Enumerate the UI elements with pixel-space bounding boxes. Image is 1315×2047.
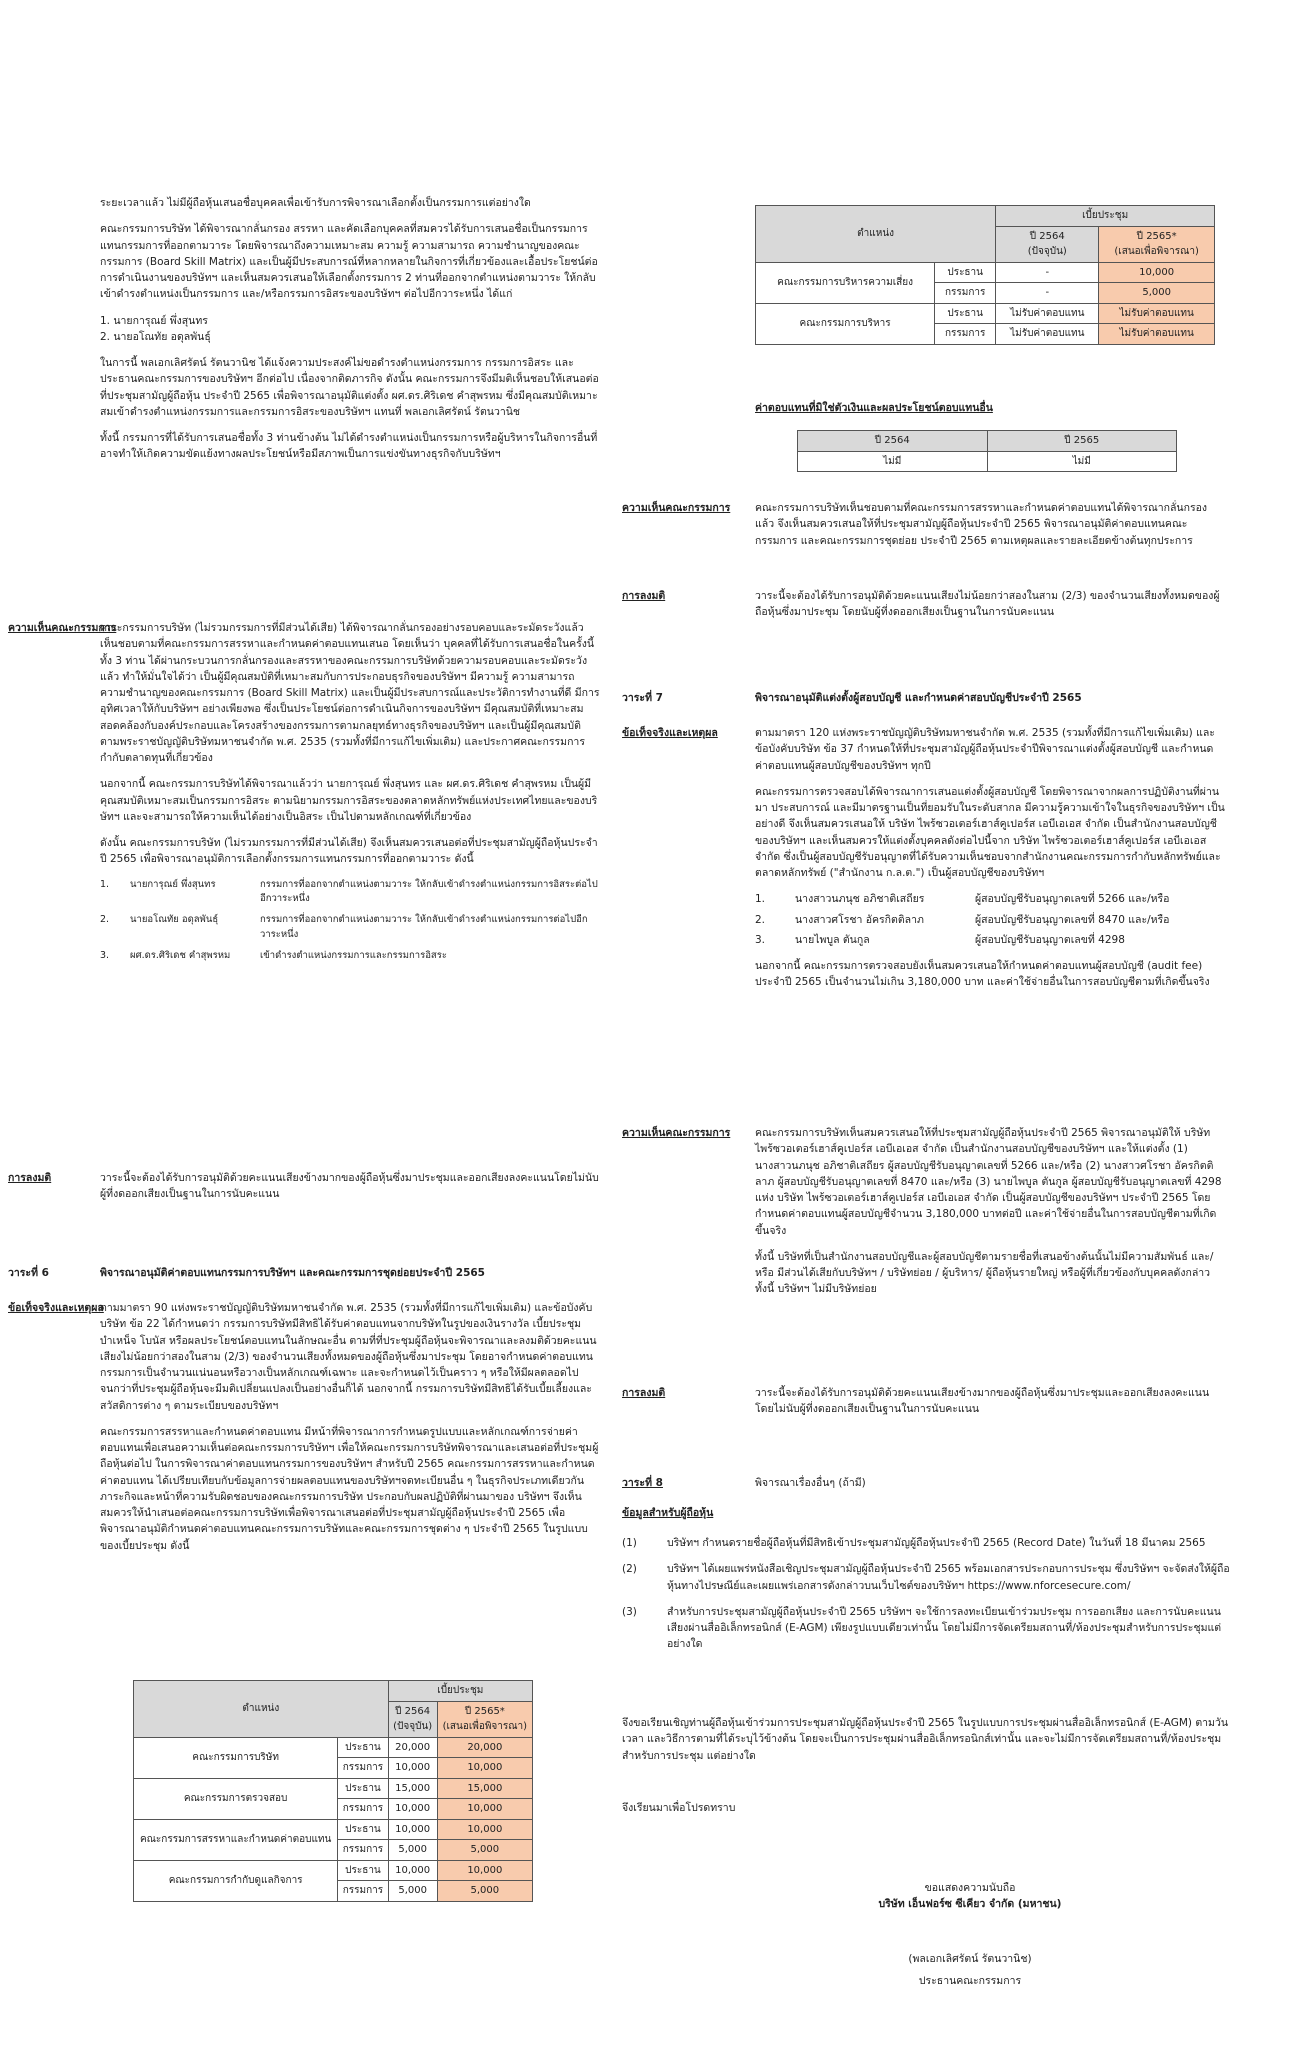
header-2565 (437, 1701, 532, 1737)
non-monetary-title: ค่าตอบแทนที่มิใช่ตัวเงินและผลประโยชน์ตอบแทนอื่น (755, 402, 993, 414)
role: ประธาน (338, 1737, 388, 1758)
vote6-label: การลงมติ (622, 590, 666, 602)
shareholder-info-list (622, 1535, 1232, 1663)
appointment-name: นายอโณทัย อดุลพันธุ์ (130, 914, 219, 926)
header-position: ตำแหน่ง (134, 1681, 389, 1738)
left-opinion-block (100, 620, 600, 969)
appointment-list (100, 878, 600, 964)
facts6-paragraph: ตามมาตรา 90 แห่งพระราชบัญญัติบริษัทมหาชนจำกัด พ.ศ. 2535 (รวมทั้งที่มีการแก้ไขเพิ่มเติม) และข้อบังคับบริษัท ข้อ 22 ได้กำหนดว่า กรรมการบริษัทมีสิทธิได้รับค่าตอบแทนจากบริษัทในรูปของเงินรางวัล เบี้ยประชุม บำเหน็จ โบนัส หรือผลประโยชน์ตอบแทนในลักษณะอื่น ตามที่ที่ประชุมผู้ถือหุ้นจะพิจารณาและลงมติด้วยคะแนนเสียงไม่น้อยกว่าสองในสาม (2/3) ของจำนวนเสียงทั้งหมดของผู้ถือหุ้นซึ่งมาประชุม โดยอาจกำหนดค่าตอบแทนกรรมการเป็นจำนวนแน่นอนหรือวางเป็นหลักเกณฑ์เฉพาะ และจะกำหนดไว้เป็นคราว ๆ หรือให้มีผลตลอดไปจนกว่าที่ประชุมผู้ถือหุ้นจะมีมติเปลี่ยนแปลงเป็นอย่างอื่นก็ได้ นอกจากนี้ กรรมการบริษัทมีสิทธิได้รับเบี้ยเลี้ยงและสวัสดิการต่าง ๆ ตามระเบียบของบริษัทฯ (100, 1302, 597, 1412)
sig-company: บริษัท เอ็นฟอร์ซ ซีเคียว จำกัด (มหาชน) (878, 1898, 1062, 1911)
auditor-license: ผู้สอบบัญชีรับอนุญาตเลขที่ 8470 และ/หรือ (975, 913, 1170, 926)
role: กรรมการ (935, 283, 996, 304)
fee-2564: 10,000 (388, 1799, 437, 1820)
intro-paragraph: ระยะเวลาแล้ว ไม่มีผู้ถือหุ้นเสนอชื่อบุคคลเพื่อเข้ารับการพิจารณาเลือกตั้งเป็นกรรมการแต่อย่างใด (100, 197, 531, 209)
fee-2565: 10,000 (437, 1860, 532, 1881)
audit-fee-paragraph: นอกจากนี้ คณะกรรมการตรวจสอบยังเห็นสมควรเสนอให้กำหนดค่าตอบแทนผู้สอบบัญชี (audit fee) ประจำปี 2565 เป็นจำนวนไม่เกิน 3,180,000 บาท และค่าใช้จ่ายอื่นในการสอบบัญชีตามที่เกิดขึ้นจริง (755, 960, 1210, 989)
facts7-label: ข้อเท็จจริงและเหตุผล (622, 727, 718, 739)
table-row (756, 262, 1215, 283)
opinion7-label: ความเห็นคณะกรรมการ (622, 1127, 731, 1139)
role: ประธาน (338, 1778, 388, 1799)
auditor-item (755, 912, 1225, 928)
fee-2564: 10,000 (388, 1819, 437, 1840)
fee-2564: ไม่รับค่าตอบแทน (996, 303, 1099, 324)
h2564b: (ปัจจุบัน) (1027, 246, 1067, 257)
value-2564: ไม่มี (798, 451, 988, 472)
fee-2564: 10,000 (388, 1860, 437, 1881)
committee-name: คณะกรรมการบริษัท (134, 1737, 338, 1778)
opinion6-paragraph: คณะกรรมการบริษัทเห็นชอบตามที่คณะกรรมการสรรหาและกำหนดค่าตอบแทนได้พิจารณากลั่นกรองแล้ว จึงเห็นสมควรเสนอให้ที่ประชุมสามัญผู้ถือหุ้นประจำปี 2565 พิจารณาอนุมัติค่าตอบแทนคณะกรรมการ และคณะกรรมการชุดย่อย ประจำปี 2565 ตามเหตุผลและรายละเอียดข้างต้นทุกประการ (755, 502, 1208, 547)
nominee-item: 2. นายอโณทัย อดุลพันธุ์ (100, 330, 211, 343)
opinion-paragraph: คณะกรรมการบริษัท (ไม่รวมกรรมการที่มีส่วนได้เสีย) ได้พิจารณากลั่นกรองอย่างรอบคอบและระมัดระวังแล้ว เห็นชอบตามที่คณะกรรมการสรรหาและกำหนดค่าตอบแทนเสนอ โดยเห็นว่า บุคคลที่ได้รับการเสนอชื่อในครั้งนี้ทั้ง 3 ท่าน ได้ผ่านกระบวนการกลั่นกรองและสรรหาของคณะกรรมการบริษัทด้วยความรอบคอบและระมัดระวังแล้ว ทำให้มั่นใจได้ว่า เป็นผู้มีคุณสมบัติที่เหมาะสมกับการประกอบธุรกิจของบริษัทฯ มีความรู้ ความสามารถ ความชำนาญของคณะกรรมการ (Board Skill Matrix) และเป็นผู้มีประสบการณ์และประวัติการทำงานที่ดี มีการอุทิศเวลาให้กับบริษัทฯ อย่างเพียงพอ ซึ่งเป็นประโยชน์ต่อการดำเนินกิจการของบริษัทฯ มีคุณสมบัติที่เหมาะสมสอดคล้องกับองค์ประกอบและโครงสร้างของกรรมการตามกลยุทธ์ทางธุรกิจของบริษัทฯ และเป็นผู้มีคุณสมบัติตามพระราชบัญญัติบริษัทมหาชนจำกัด พ.ศ. 2535 (รวมทั้งที่มีการแก้ไขเพิ่มเติม) และประกาศคณะกรรมการกำกับตลาดทุนที่เกี่ยวข้อง (100, 622, 600, 765)
info-item (622, 1561, 1232, 1594)
board-opinion-label: ความเห็นคณะกรรมการ (8, 622, 117, 634)
appointment-name: นายการุณย์ พึ่งสุนทร (130, 878, 216, 890)
header-2564 (388, 1701, 437, 1737)
fee-2565: 5,000 (437, 1840, 532, 1861)
fee-2565: 5,000 (437, 1881, 532, 1902)
header-2565 (1099, 226, 1215, 262)
auditor-item (755, 891, 1225, 907)
info-text: สำหรับการประชุมสามัญผู้ถือหุ้นประจำปี 2565 บริษัทฯ จะใช้การลงทะเบียนเข้าร่วมประชุม การออกเสียง และการนับคะแนนเสียงผ่านสื่ออิเล็กทรอนิกส์ (E-AGM) เพียงรูปแบบเดียวเท่านั้น โดยไม่มีการจัดเตรียมสถานที่/ห้องประชุมสำหรับการประชุมแต่อย่างใด (667, 1605, 1222, 1651)
agenda8-label: วาระที่ 8 (622, 1477, 663, 1489)
fee-2564: 20,000 (388, 1737, 437, 1758)
info-item (622, 1604, 1232, 1653)
appointment-item (100, 878, 600, 907)
committee-name: คณะกรรมการกำกับดูแลกิจการ (134, 1860, 338, 1901)
left-column (100, 195, 600, 473)
retire-paragraph: ในการนี้ พลเอกเลิศรัตน์ รัตนวานิช ได้แจ้งความประสงค์ไม่ขอดำรงตำแหน่งกรรมการ กรรมการอิสระ และประธานคณะกรรมการของบริษัทฯ อีกต่อไป เนื่องจากติดภารกิจ ดังนั้น คณะกรรมการจึงมีมติเห็นชอบให้เสนอต่อที่ประชุมสามัญผู้ถือหุ้น ประจำปี 2565 เพื่อพิจารณาอนุมัติแต่งตั้ง ผศ.ดร.ศิริเดช คำสุพรหม ซึ่งมีคุณสมบัติเหมาะสมเข้าดำรงตำแหน่งกรรมการและกรรมการอิสระของบริษัทฯ แทนที่ พลเอกเลิศรัตน์ รัตนวานิช (100, 357, 599, 418)
independence7-paragraph: ทั้งนี้ บริษัทที่เป็นสำนักงานสอบบัญชีและผู้สอบบัญชีตามรายชื่อที่เสนอข้างต้นนั้นไม่มีความสัมพันธ์ และ/หรือ มีส่วนได้เสียกับบริษัทฯ / บริษัทย่อย / ผู้บริหาร/ ผู้ถือหุ้นรายใหญ่ หรือผู้ที่เกี่ยวข้องกับบุคคลดังกล่าว ทั้งนี้ บริษัทฯ ไม่มีบริษัทย่อย (755, 1250, 1214, 1296)
facts-label: ข้อเท็จจริงและเหตุผล (8, 1302, 104, 1314)
independent-paragraph: นอกจากนี้ คณะกรรมการบริษัทได้พิจารณาแล้วว่า นายการุณย์ พึ่งสุนทร และ ผศ.ดร.ศิริเดช คำสุพรหม เป็นผู้มีคุณสมบัติเหมาะสมเป็นกรรมการอิสระ ตามนิยามกรรมการอิสระของตลาดหลักทรัพย์แห่งประเทศไทยและของบริษัทฯ และจะสามารถให้ความเห็นได้อย่างเป็นอิสระ เป็นไปตามหลักเกณฑ์ที่เกี่ยวข้อง (100, 778, 598, 823)
opinion6-label: ความเห็นคณะกรรมการ (622, 502, 731, 514)
table-row (756, 303, 1215, 324)
header-fee: เบี้ยประชุม (388, 1681, 532, 1702)
fee-table-2 (755, 205, 1215, 345)
role: กรรมการ (338, 1799, 388, 1820)
info-text: บริษัทฯ กำหนดรายชื่อผู้ถือหุ้นที่มีสิทธิเข้าประชุมสามัญผู้ถือหุ้นประจำปี 2565 (Record Date) ในวันที่ 18 มีนาคม 2565 (667, 1537, 1206, 1549)
h2564: ปี 2564 (395, 1705, 431, 1717)
info-text: บริษัทฯ ได้เผยแพร่หนังสือเชิญประชุมสามัญผู้ถือหุ้นประจำปี 2565 พร้อมเอกสารประกอบการประชุม ซึ่งบริษัทฯ จะจัดส่งให้ผู้ถือหุ้นทางไปรษณีย์และเผยแพร่เอกสารดังกล่าวบนเว็บไซต์ของบริษัทฯ https://www.nforcesecure.com/ (667, 1563, 1230, 1592)
sig-regards: ขอแสดงความนับถือ (924, 1882, 1016, 1894)
h2564b: (ปัจจุบัน) (393, 1721, 433, 1732)
auditor-number: 2. (755, 913, 766, 926)
header-position: ตำแหน่ง (756, 206, 996, 263)
table-row (134, 1778, 533, 1799)
facts6b-paragraph: คณะกรรมการสรรหาและกำหนดค่าตอบแทน มีหน้าที่พิจารณาการกำหนดรูปแบบและหลักเกณฑ์การจ่ายค่าตอบแทนเพื่อเสนอความเห็นต่อคณะกรรมการบริษัทฯ เพื่อให้คณะกรรมการบริษัทพิจารณาและเสนอต่อที่ประชุมผู้ถือหุ้นต่อไป ในการพิจารณาค่าตอบแทนกรรมการของบริษัทฯ สำหรับปี 2565 คณะกรรมการสรรหาและกำหนดค่าตอบแทน ได้เปรียบเทียบกับข้อมูลการจ่ายผลตอบแทนของบริษัทฯจดทะเบียนอื่น ๆ ในธุรกิจประเภทเดียวกัน ภาระกิจและหน้าที่ความรับผิดชอบของคณะกรรมการบริษัท ประกอบกับผลปฏิบัติที่ผ่านมาของ บริษัทฯ จึงเห็นสมควรให้นำเสนอต่อคณะกรรมการบริษัทเพื่อพิจารณาเสนอต่อที่ประชุมสามัญผู้ถือหุ้นประจำปี 2565 เพื่อพิจารณาอนุมัติกำหนดค่าตอบแทนคณะกรรมการบริษัทและคณะกรรมการชุดต่าง ๆ ประจำปี 2565 ในรูปแบบของเบี้ยประชุม ดังนี้ (100, 1425, 599, 1552)
fee-2565: 10,000 (1099, 262, 1215, 283)
appointment-desc: เข้าดำรงตำแหน่งกรรมการและกรรมการอิสระ (260, 949, 447, 961)
auditor-number: 3. (755, 933, 766, 946)
agenda7-label: วาระที่ 7 (622, 692, 663, 704)
role: ประธาน (935, 262, 996, 283)
fee-2564: - (996, 283, 1099, 304)
appointment-item (100, 949, 600, 964)
fee-2565: 10,000 (437, 1799, 532, 1820)
info-number: (3) (622, 1605, 637, 1618)
fee-2565: 5,000 (1099, 283, 1215, 304)
no-conflict-paragraph: ทั้งนี้ กรรมการที่ได้รับการเสนอชื่อทั้ง 3 ท่านข้างต้น ไม่ได้ดำรงตำแหน่งเป็นกรรมการหรือผู้บริหารในกิจการอื่นที่อาจทำให้เกิดความขัดแย้งทางผลประโยชน์หรือมีสภาพเป็นการแข่งขันทางธุรกิจกับบริษัทฯ (100, 432, 598, 461)
auditor-list (755, 891, 1225, 948)
auditor-license: ผู้สอบบัญชีรับอนุญาตเลขที่ 4298 (975, 933, 1125, 946)
fee-2564: 5,000 (388, 1881, 437, 1902)
committee-name: คณะกรรมการสรรหาและกำหนดค่าตอบแทน (134, 1819, 338, 1860)
fee-2564: 5,000 (388, 1840, 437, 1861)
vote-label: การลงมติ (8, 1172, 52, 1184)
h2565: ปี 2565* (464, 1705, 505, 1717)
auditor-name: นายไพบูล ตันกูล (795, 933, 870, 946)
header-2565: ปี 2565 (987, 431, 1177, 452)
appointment-name: ผศ.ดร.ศิริเดช คำสุพรหม (130, 949, 231, 961)
fee-2565: 20,000 (437, 1737, 532, 1758)
fee-2565: ไม่รับค่าตอบแทน (1099, 324, 1215, 345)
auditor-name: นางสาวศโรชา อัครกิตติลาภ (795, 913, 924, 926)
role: กรรมการ (338, 1840, 388, 1861)
agenda7-facts (755, 725, 1225, 1001)
vote7-label: การลงมติ (622, 1387, 666, 1399)
info-item (622, 1535, 1232, 1551)
committee-name: คณะกรรมการบริหาร (756, 303, 935, 344)
appointment-number: 1. (100, 878, 110, 890)
facts7b-paragraph: คณะกรรมการตรวจสอบได้พิจารณาการเสนอแต่งตั้งผู้สอบบัญชี โดยพิจารณาจากผลการปฏิบัติงานที่ผ่านมา ประสบการณ์ และมีมาตรฐานเป็นที่ยอมรับในระดับสากล มีความรู้ความเข้าใจในธุรกิจของบริษัทฯ เป็นอย่างดี จึงเห็นสมควรเสนอให้ บริษัท ไพร้ซวอเตอร์เฮาส์คูเปอร์ส เอบีเอเอส จำกัด เป็นสำนักงานสอบบัญชีของบริษัทฯ และเห็นสมควรให้แต่งตั้งบุคคลดังต่อไปนี้จาก บริษัท ไพร้ซวอเตอร์เฮาส์คูเปอร์ส เอบีเอเอส จำกัด ซึ่งเป็นผู้สอบบัญชีรับอนุญาตที่ได้รับความเห็นชอบจากสำนักงานคณะกรรมการกำกับหลักทรัพย์และตลาดหลักทรัพย์ ("สำนักงาน ก.ล.ต.") เป็นผู้สอบบัญชีของบริษัทฯ (755, 785, 1225, 880)
role: ประธาน (338, 1860, 388, 1881)
board-paragraph: คณะกรรมการบริษัท ได้พิจารณากลั่นกรอง สรรหา และคัดเลือกบุคคลที่สมควรได้รับการเสนอชื่อเป็นกรรมการแทนกรรมการที่ออกตามวาระ โดยพิจารณาถึงความเหมาะสม ความรู้ ความสามารถ ความชำนาญของคณะกรรมการ (Board Skill Matrix) และเป็นผู้มีประสบการณ์ที่หลากหลายในกิจการที่เกี่ยวข้องและเอื้อประโยชน์ต่อการดำเนินงานของบริษัทฯ และเห็นสมควรเสนอให้เลือกตั้งกรรมการ 2 ท่านที่ออกจากตำแหน่งตามวาระ ให้กลับเข้าดำรงตำแหน่งเป็นกรรมการ และ/หรือกรรมการอิสระของบริษัทฯ ต่อไปอีกวาระหนึ่ง ได้แก่ (100, 223, 598, 301)
fee-2564: ไม่รับค่าตอบแทน (996, 324, 1099, 345)
agenda8-title: พิจารณาเรื่องอื่นๆ (ถ้ามี) (755, 1477, 866, 1489)
vote6-paragraph: วาระนี้จะต้องได้รับการอนุมัติด้วยคะแนนเสียงไม่น้อยกว่าสองในสาม (2/3) ของจำนวนเสียงทั้งหมดของผู้ถือหุ้นซึ่งมาประชุม โดยนับผู้ที่งดออกเสียงเป็นฐานในการนับคะแนน (755, 590, 1220, 619)
appointment-number: 2. (100, 914, 110, 926)
info-number: (2) (622, 1563, 637, 1576)
facts7-paragraph: ตามมาตรา 120 แห่งพระราชบัญญัติบริษัทมหาชนจำกัด พ.ศ. 2535 (รวมทั้งที่มีการแก้ไขเพิ่มเติม) และข้อบังคับบริษัท ข้อ 37 กำหนดให้ที่ประชุมสามัญผู้ถือหุ้นประจำปีพิจารณาแต่งตั้งผู้สอบบัญชี และกำหนดค่าตอบแทนผู้สอบบัญชีของบริษัทฯ ทุกปี (755, 727, 1215, 772)
h2565b: (เสนอเพื่อพิจารณา) (1114, 246, 1199, 257)
auditor-item (755, 932, 1225, 948)
opinion7-block (755, 1125, 1225, 1308)
appointment-desc: กรรมการที่ออกจากตำแหน่งตามวาระ ให้กลับเข้าดำรงตำแหน่งกรรมการอิสระต่อไปอีกวาระหนึ่ง (260, 878, 598, 905)
opinion7-paragraph: คณะกรรมการบริษัทเห็นสมควรเสนอให้ที่ประชุมสามัญผู้ถือหุ้นประจำปี 2565 พิจารณาอนุมัติให้ บริษัท ไพร้ซวอเตอร์เฮาส์คูเปอร์ส เอบีเอเอส จำกัด เป็นสำนักงานสอบบัญชีของบริษัทฯ และให้แต่งตั้ง (1) นางสาวนภนุช อภิชาติเสถียร ผู้สอบบัญชีรับอนุญาตเลขที่ 5266 และ/หรือ (2) นางสาวศโรชา อัครกิตติลาภ ผู้สอบบัญชีรับอนุญาตเลขที่ 8470 และ/หรือ (3) นายไพบูล ตันกูล ผู้สอบบัญชีรับอนุญาตเลขที่ 4298 แห่ง บริษัท ไพร้ซวอเตอร์เฮาส์คูเปอร์ส เอบีเอเอส จำกัด เป็นผู้สอบบัญชีของบริษัทฯ ประจำปี 2565 โดยกำหนดค่าตอบแทนผู้สอบบัญชีจำนวน 3,180,000 บาทต่อปี และค่าใช้จ่ายอื่นในการสอบบัญชีตามที่เกิดขึ้นจริง (755, 1127, 1222, 1237)
inform-line: จึงเรียนมาเพื่อโปรดทราบ (622, 1802, 736, 1814)
agenda6-facts (100, 1300, 600, 1564)
non-monetary-table (797, 430, 1177, 472)
header-fee: เบี้ยประชุม (996, 206, 1215, 227)
committee-name: คณะกรรมการบริหารความเสี่ยง (756, 262, 935, 303)
auditor-number: 1. (755, 893, 766, 906)
table-row (134, 1819, 533, 1840)
fee-2564: 10,000 (388, 1758, 437, 1779)
table-row (134, 1860, 533, 1881)
fee-2565: 15,000 (437, 1778, 532, 1799)
h2564: ปี 2564 (1029, 230, 1065, 242)
role: กรรมการ (338, 1881, 388, 1902)
fee-2564: - (996, 262, 1099, 283)
sig-title: ประธานคณะกรรมการ (918, 1974, 1022, 1987)
h2565b: (เสนอเพื่อพิจารณา) (442, 1721, 528, 1732)
nominee-list (100, 313, 600, 346)
auditor-license: ผู้สอบบัญชีรับอนุญาตเลขที่ 5266 และ/หรือ (975, 893, 1170, 906)
committee-name: คณะกรรมการตรวจสอบ (134, 1778, 338, 1819)
header-2564: ปี 2564 (798, 431, 988, 452)
invite-paragraph: จึงขอเรียนเชิญท่านผู้ถือหุ้นเข้าร่วมการประชุมสามัญผู้ถือหุ้นประจำปี 2565 ในรูปแบบการประชุมผ่านสื่ออิเล็กทรอนิกส์ (E-AGM) ตามวัน เวลา และวิธีการตามที่ได้ระบุไว้ข้างต้น โดยจะเป็นการประชุมผ่านสื่ออิเล็กทรอนิกส์เท่านั้น และจะไม่มีการจัดเตรียมสถานที่/ห้องประชุมสำหรับการประชุม แต่อย่างใด (622, 1717, 1229, 1762)
agenda6-label: วาระที่ 6 (8, 1267, 49, 1279)
info-number: (1) (622, 1537, 637, 1549)
role: ประธาน (338, 1819, 388, 1840)
role: กรรมการ (935, 324, 996, 345)
fee-table-1 (133, 1680, 533, 1902)
vote7-paragraph: วาระนี้จะต้องได้รับการอนุมัติด้วยคะแนนเสียงข้างมากของผู้ถือหุ้นซึ่งมาประชุมและออกเสียงลงคะแนน โดยไม่นับผู้ที่งดออกเสียงเป็นฐานในการนับคะแนน (755, 1387, 1210, 1416)
fee-2565: 10,000 (437, 1819, 532, 1840)
agenda6-title: พิจารณาอนุมัติค่าตอบแทนกรรมการบริษัทฯ และคณะกรรมการชุดย่อยประจำปี 2565 (100, 1267, 485, 1279)
value-2565: ไม่มี (987, 451, 1177, 472)
auditor-name: นางสาวนภนุช อภิชาติเสถียร (795, 893, 925, 906)
h2565: ปี 2565* (1136, 230, 1177, 242)
appointment-item (100, 913, 600, 942)
table-row (134, 1737, 533, 1758)
nominee-item: 1. นายการุณย์ พึ่งสุนทร (100, 314, 208, 327)
fee-2565: 10,000 (437, 1758, 532, 1779)
appointment-desc: กรรมการที่ออกจากตำแหน่งตามวาระ ให้กลับเข้าดำรงตำแหน่งกรรมการต่อไปอีกวาระหนึ่ง (260, 914, 588, 940)
fee-2565: ไม่รับค่าตอบแทน (1099, 303, 1215, 324)
header-2564 (996, 226, 1099, 262)
shareholder-info-title: ข้อมูลสำหรับผู้ถือหุ้น (622, 1507, 714, 1519)
vote-paragraph: วาระนี้จะต้องได้รับการอนุมัติด้วยคะแนนเสียงข้างมากของผู้ถือหุ้นซึ่งมาประชุมและออกเสียงลงคะแนนโดยไม่นับผู้ที่งดออกเสียงเป็นฐานในการนับคะแนน (100, 1172, 599, 1201)
therefore-paragraph: ดังนั้น คณะกรรมการบริษัท (ไม่รวมกรรมการที่มีส่วนได้เสีย) จึงเห็นสมควรเสนอต่อที่ประชุมสามัญผู้ถือหุ้นประจำปี 2565 เพื่อพิจารณาอนุมัติการเลือกตั้งกรรมการแทนกรรมการที่ออกตามวาระ ดังนี้ (100, 837, 598, 866)
agenda7-title: พิจารณาอนุมัติแต่งตั้งผู้สอบบัญชี และกำหนดค่าสอบบัญชีประจำปี 2565 (755, 692, 1082, 704)
fee-2564: 15,000 (388, 1778, 437, 1799)
role: กรรมการ (338, 1758, 388, 1779)
signature-block (820, 1880, 1120, 1989)
sig-name: (พลเอกเลิศรัตน์ รัตนวานิช) (908, 1952, 1032, 1965)
appointment-number: 3. (100, 949, 110, 961)
role: ประธาน (935, 303, 996, 324)
